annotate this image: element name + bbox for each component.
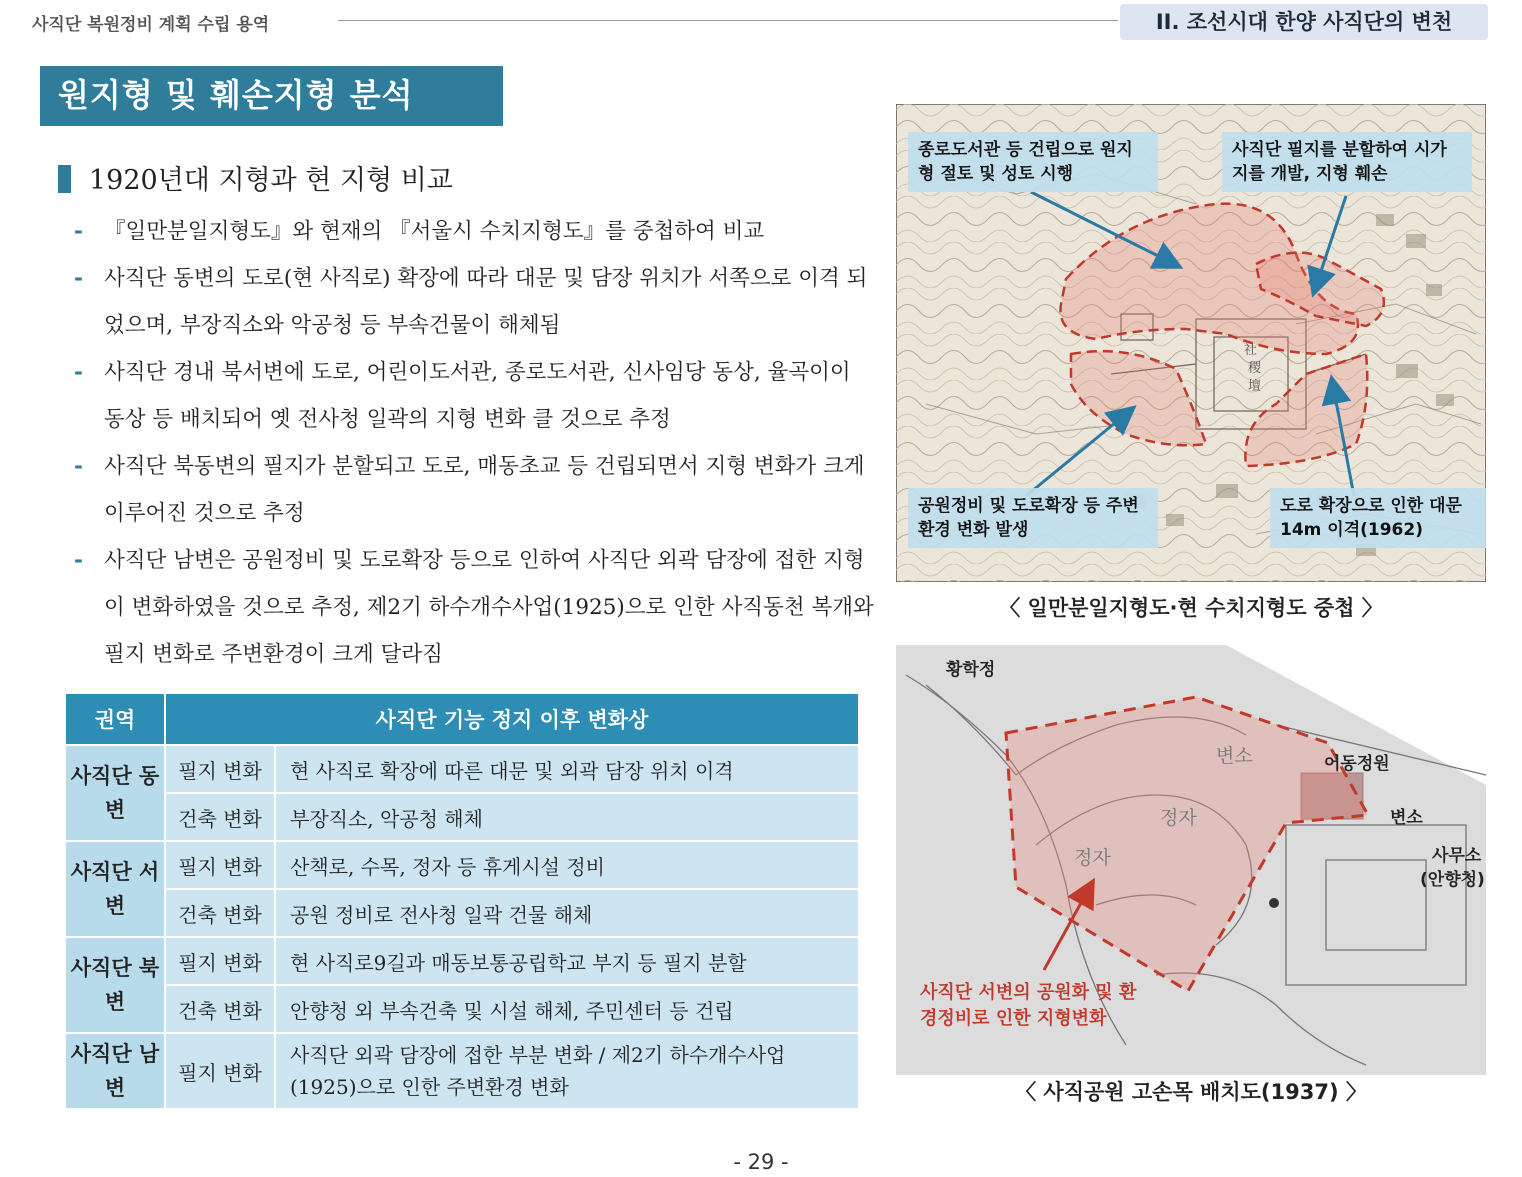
- change-desc-cell: 안향청 외 부속건축 및 시설 해체, 주민센터 등 건립: [276, 986, 858, 1034]
- region-cell: 사직단 동변: [66, 746, 166, 842]
- change-desc-cell: 부장직소, 악공청 해체: [276, 794, 858, 842]
- bullet-text: 사직단 동변의 도로(현 사직로) 확장에 따라 대문 및 담장 위치가 서쪽으로 이격 되었으며, 부장직소와 악공청 등 부속건물이 해체됨: [104, 266, 868, 338]
- change-desc-cell: 현 사직로9길과 매동보통공립학교 부지 등 필지 분할: [276, 938, 858, 986]
- bullet-text: 사직단 남변은 공원정비 및 도로확장 등으로 인하여 사직단 외곽 담장에 접한 지형이 변화하였을 것으로 추정, 제2기 하수개수사업(1925)으로 인한 사직동천 복개와 필지 변화로 주변환경이 크게 달라짐: [104, 548, 874, 667]
- map-label-toilet: 변소: [1216, 745, 1253, 767]
- subheading-marker: [58, 165, 71, 193]
- bullet-list: [74, 208, 874, 678]
- map-label-office: 사무소: [1432, 846, 1482, 866]
- map-callout-southeast: 도로 확장으로 인한 대문 14m 이격(1962): [1270, 488, 1486, 548]
- table-row: [66, 842, 858, 890]
- map-label-eodong-garden: 어동정원: [1324, 754, 1390, 774]
- map-callout-southwest: 공원정비 및 도로확장 등 주변환경 변화 발생: [908, 488, 1158, 548]
- table-row: [66, 890, 858, 938]
- map-callout-northeast: 사직단 필지를 분할하여 시가지를 개발, 지형 훼손: [1222, 132, 1472, 192]
- region-cell: 사직단 남변: [66, 1034, 166, 1110]
- map-glyph: 壇: [1248, 379, 1262, 394]
- dash-icon: -: [74, 360, 83, 385]
- header-divider: [338, 20, 1118, 21]
- bullet-text: 『일만분일지형도』와 현재의 『서울시 수치지형도』를 중첩하여 비교: [104, 219, 765, 244]
- figure-caption: 〈 일만분일지형도·현 수치지형도 중첩 〉: [999, 596, 1383, 620]
- change-desc-cell: 현 사직로 확장에 따른 대문 및 외곽 담장 위치 이격: [276, 746, 858, 794]
- map-annotation: [920, 980, 1140, 1032]
- bullet-item: [74, 255, 874, 349]
- change-type-cell: 건축 변화: [166, 890, 276, 938]
- map-label-anhyangcheong: (안향청): [1420, 870, 1485, 890]
- bullet-item: [74, 208, 874, 255]
- map-label-toilet: 변소: [1390, 808, 1423, 828]
- chapter-badge: II. 조선시대 한양 사직단의 변천: [1120, 4, 1488, 40]
- change-desc-cell: 공원 정비로 전사청 일곽 건물 해체: [276, 890, 858, 938]
- overlay-topographic-map: [896, 104, 1486, 582]
- change-type-cell: 건축 변화: [166, 986, 276, 1034]
- dash-icon: -: [74, 266, 83, 291]
- region-cell: 사직단 서변: [66, 842, 166, 938]
- column-header-changes: 사직단 기능 정지 이후 변화상: [166, 694, 858, 746]
- map-label-pavilion: 정자: [1160, 807, 1197, 829]
- region-cell: 사직단 북변: [66, 938, 166, 1034]
- dash-icon: -: [74, 219, 83, 244]
- map-annotation-text: 사직단 서변의 공원화 및 환경정비로 인한 지형변화: [920, 982, 1137, 1029]
- table-row: [66, 986, 858, 1034]
- table-header-row: [66, 694, 858, 746]
- change-desc-cell: 산책로, 수목, 정자 등 휴게시설 정비: [276, 842, 858, 890]
- change-type-cell: 필지 변화: [166, 1034, 276, 1110]
- map-callout-northwest: 종로도서관 등 건립으로 원지형 절토 및 성토 시행: [908, 132, 1158, 192]
- table-row: [66, 794, 858, 842]
- map-glyph: 社: [1244, 343, 1258, 358]
- subheading-text: 1920년대 지형과 현 지형 비교: [89, 165, 453, 196]
- change-type-cell: 필지 변화: [166, 938, 276, 986]
- change-type-cell: 건축 변화: [166, 794, 276, 842]
- change-desc-cell: 사직단 외곽 담장에 접한 부분 변화 / 제2기 하수개수사업(1925)으로 인한 주변환경 변화: [276, 1034, 858, 1110]
- map-glyph: 稷: [1248, 361, 1262, 376]
- document-header-title: 사직단 복원정비 계획 수립 용역: [32, 15, 270, 35]
- column-header-region: 권역: [66, 694, 166, 746]
- dash-icon: -: [74, 454, 83, 479]
- dash-icon: -: [74, 548, 83, 573]
- section-title: 원지형 및 훼손지형 분석: [40, 66, 503, 126]
- change-type-cell: 필지 변화: [166, 842, 276, 890]
- change-type-cell: 필지 변화: [166, 746, 276, 794]
- map-label-pavilion: 정자: [1074, 847, 1111, 869]
- map-label-hwanghakjeong: 황학정: [946, 660, 996, 680]
- table-row: [66, 938, 858, 986]
- tree-marker: [1269, 898, 1279, 908]
- table-row: [66, 746, 858, 794]
- bullet-text: 사직단 북동변의 필지가 분할되고 도로, 매동초교 등 건립되면서 지형 변화가 크게 이루어진 것으로 추정: [104, 454, 865, 526]
- change-table: [66, 694, 858, 1110]
- subheading: [58, 158, 453, 197]
- bullet-item: [74, 349, 874, 443]
- page-number: - 29 -: [733, 1150, 789, 1174]
- bullet-text: 사직단 경내 북서변에 도로, 어린이도서관, 종로도서관, 신사임당 동상, 율곡이이 동상 등 배치되어 옛 전사청 일곽의 지형 변화 클 것으로 추정: [104, 360, 851, 432]
- bullet-item: [74, 537, 874, 678]
- figure-caption: 〈 사직공원 고손목 배치도(1937) 〉: [1015, 1080, 1367, 1104]
- table-row: [66, 1034, 858, 1110]
- bullet-item: [74, 443, 874, 537]
